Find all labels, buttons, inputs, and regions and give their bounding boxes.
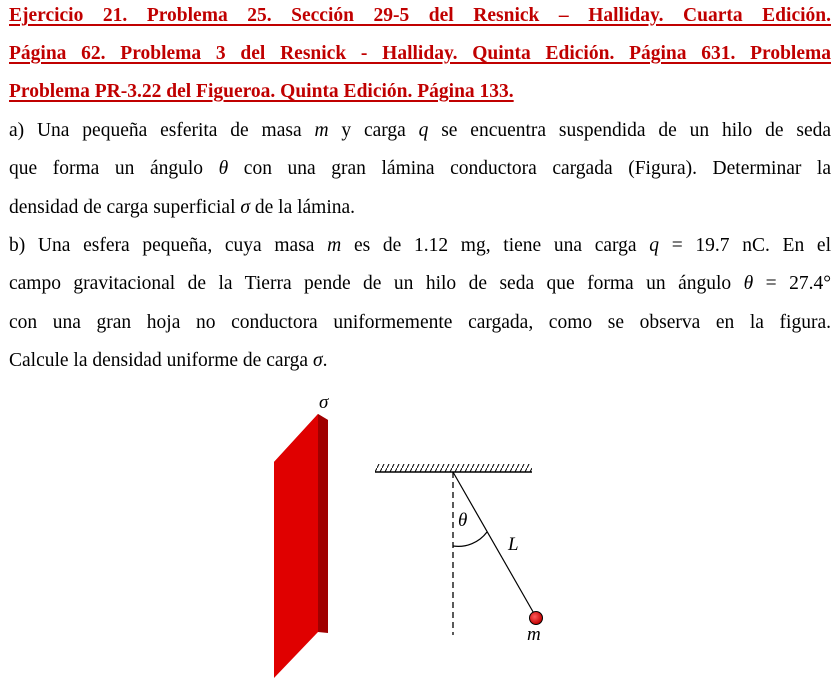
text: de la lámina. <box>250 197 356 218</box>
text: densidad de carga superficial <box>9 197 241 218</box>
theta-symbol: θ <box>218 158 229 179</box>
part-b-line-4 <box>9 349 327 373</box>
text: y carga <box>328 120 419 141</box>
text: b) Una esfera pequeña, cuya masa <box>9 235 328 256</box>
theta-symbol: θ <box>743 273 754 294</box>
theta-label: θ <box>458 510 468 531</box>
part-b-line-1 <box>9 234 831 258</box>
text: campo gravitacional de la Tierra pende de un hilo de seda que forma un ángulo <box>9 273 744 294</box>
sheet-face <box>274 414 318 678</box>
sigma-symbol: σ <box>240 197 250 218</box>
sheet-side-edge <box>318 414 328 633</box>
mass-symbol: m <box>327 235 342 256</box>
angle-arc <box>453 532 487 546</box>
sigma-symbol: σ <box>312 350 323 371</box>
part-a-line-2 <box>9 157 831 181</box>
pendulum-figure <box>262 388 562 686</box>
text: se encuentra suspendida de un hilo de seda <box>428 120 832 141</box>
part-b-line-2 <box>9 272 831 296</box>
sigma-label: σ <box>319 392 329 413</box>
text: es de 1.12 mg, tiene una carga <box>341 235 650 256</box>
mass-symbol: m <box>314 120 329 141</box>
text: a) Una pequeña esferita de masa <box>9 120 315 141</box>
text: = 19.7 nC. En el <box>659 235 831 256</box>
heading-line-2[interactable]: Página 62. Problema 3 del Resnick - Halliday. Quinta Edición. Página 631. Problema <box>9 43 831 64</box>
text: con una gran lámina conductora cargada (Figura). Determinar la <box>228 158 831 179</box>
text: = 27.4° <box>753 273 831 294</box>
part-b-line-3: con una gran hoja no conductora uniformemente cargada, como se observa en la figura. <box>9 312 831 333</box>
charged-sheet <box>274 414 328 678</box>
charged-ball <box>530 612 543 625</box>
part-a-line-1 <box>9 119 831 143</box>
length-label: L <box>508 534 519 555</box>
part-a-line-3 <box>9 196 355 220</box>
heading-line-3[interactable]: Problema PR-3.22 del Figueroa. Quinta Edición. Página 133. <box>9 81 514 102</box>
pendulum-string <box>453 472 536 617</box>
text: . <box>322 350 328 371</box>
ceiling-support <box>375 464 532 472</box>
heading-line-1[interactable]: Ejercicio 21. Problema 25. Sección 29-5 del Resnick – Halliday. Cuarta Edición. <box>9 5 831 26</box>
charge-symbol: q <box>418 120 429 141</box>
charge-symbol: q <box>649 235 660 256</box>
mass-label: m <box>527 624 541 645</box>
text: Calcule la densidad uniforme de carga <box>9 350 313 371</box>
text: que forma un ángulo <box>9 158 219 179</box>
